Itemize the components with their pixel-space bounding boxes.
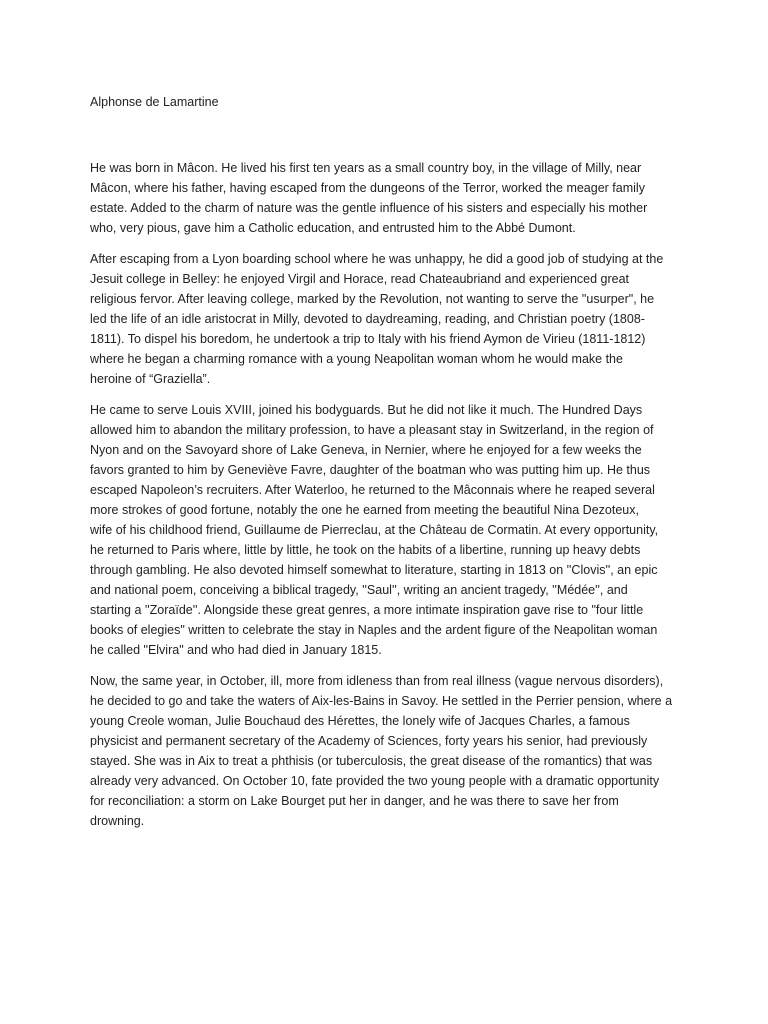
text-line: drowning. (90, 814, 145, 828)
text-line: Jesuit college in Belley: he enjoyed Virgil and Horace, read Chateaubriand and experienced great (90, 272, 630, 286)
text-line: stayed. She was in Aix to treat a phthisis (or tuberculosis, the great disease of the romantics) that was (90, 754, 653, 768)
text-line: who, very pious, gave him a Catholic education, and entrusted him to the Abbé Dumont. (90, 221, 576, 235)
document-title: Alphonse de Lamartine (90, 95, 219, 109)
text-line: he called "Elvira" and who had died in January 1815. (90, 643, 382, 657)
text-line: After escaping from a Lyon boarding school where he was unhappy, he did a good job of studying at the (90, 252, 664, 266)
text-line: young Creole woman, Julie Bouchaud des Hérettes, the lonely wife of Jacques Charles, a famous (90, 714, 630, 728)
text-line: He came to serve Louis XVIII, joined his bodyguards. But he did not like it much. The Hundred Days (90, 403, 643, 417)
text-line: 1811). To dispel his boredom, he undertook a trip to Italy with his friend Aymon de Virieu (1811-1812) (90, 332, 646, 346)
text-line: led the life of an idle aristocrat in Milly, devoted to daydreaming, reading, and Christian poetry (1808- (90, 312, 645, 326)
text-line: for reconciliation: a storm on Lake Bourget put her in danger, and he was there to save her from (90, 794, 619, 808)
text-line: Nyon and on the Savoyard shore of Lake Geneva, in Nernier, where he enjoyed for a few weeks the (90, 443, 642, 457)
paragraph-1 (90, 158, 680, 238)
text-line: He was born in Mâcon. He lived his first ten years as a small country boy, in the village of Milly, near (90, 161, 642, 175)
text-line: heroine of “Graziella”. (90, 372, 211, 386)
text-line: physicist and permanent secretary of the Academy of Sciences, forty years his senior, had previously (90, 734, 648, 748)
text-line: Now, the same year, in October, ill, more from idleness than from real illness (vague nervous disorders), (90, 674, 664, 688)
text-line: more strokes of good fortune, notably the one he earned from meeting the beautiful Nina Dezoteux, (90, 503, 639, 517)
text-line: wife of his childhood friend, Guillaume de Pierreclau, at the Château de Cormatin. At every opportunity, (90, 523, 659, 537)
text-line: Mâcon, where his father, having escaped from the dungeons of the Terror, worked the meager family (90, 181, 645, 195)
text-line: books of elegies" written to celebrate the stay in Naples and the ardent figure of the Neapolitan woman (90, 623, 658, 637)
document-body (90, 158, 680, 842)
text-line: he returned to Paris where, little by little, he took on the habits of a libertine, running up heavy debts (90, 543, 641, 557)
text-line: favors granted to him by Geneviève Favre, daughter of the boatman who was putting him up. He thus (90, 463, 651, 477)
text-line: allowed him to abandon the military profession, to have a pleasant stay in Switzerland, in the region of (90, 423, 654, 437)
paragraph-3 (90, 400, 680, 660)
text-line: where he began a charming romance with a young Neapolitan woman whom he would make the (90, 352, 623, 366)
text-line: he decided to go and take the waters of Aix-les-Bains in Savoy. He settled in the Perrier pension, where a (90, 694, 673, 708)
paragraph-2 (90, 249, 680, 389)
text-line: through gambling. He also devoted himself somewhat to literature, starting in 1813 on ''Clovis'', an epic (90, 563, 658, 577)
text-line: already very advanced. On October 10, fate provided the two young people with a dramatic opportunity (90, 774, 660, 788)
text-line: and national poem, conceiving a biblical tragedy, ''Saul'', writing an ancient tragedy, ''Médée'', and (90, 583, 628, 597)
paragraph-4 (90, 671, 680, 831)
text-line: estate. Added to the charm of nature was the gentle influence of his sisters and especially his mother (90, 201, 648, 215)
text-line: escaped Napoleon’s recruiters. After Waterloo, he returned to the Mâconnais where he reaped several (90, 483, 655, 497)
text-line: starting a ''Zoraïde''. Alongside these great genres, a more intimate inspiration gave rise to "four little (90, 603, 644, 617)
text-line: religious fervor. After leaving college, marked by the Revolution, not wanting to serve the "usurper", he (90, 292, 655, 306)
